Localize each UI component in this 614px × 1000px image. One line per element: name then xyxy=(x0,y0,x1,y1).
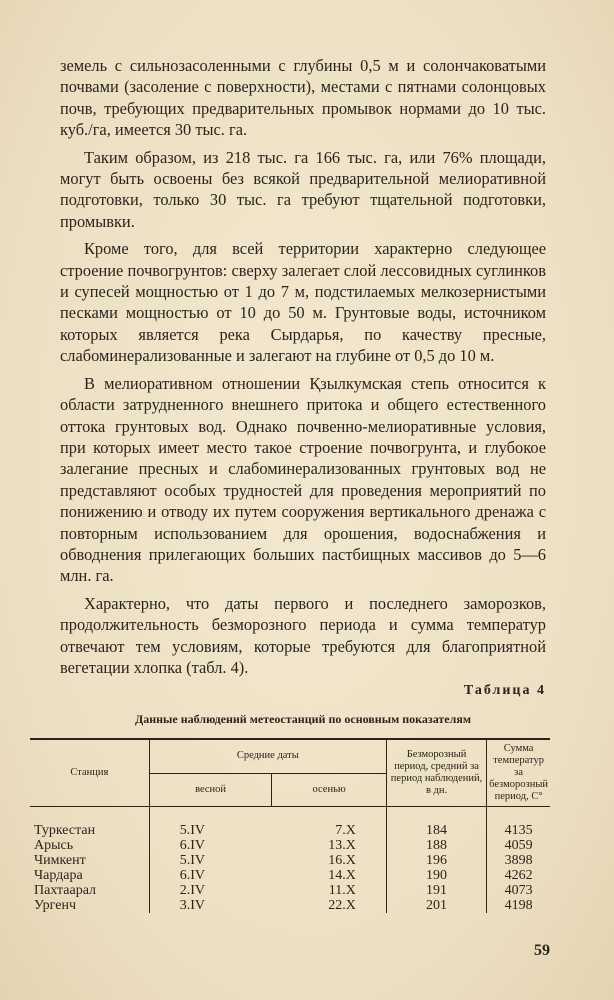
cell-station: Чимкент xyxy=(34,853,86,868)
header-spring: весной xyxy=(149,773,272,806)
cell-frostfree: 191 xyxy=(386,883,486,898)
paragraph: земель с сильнозасоленными с глубины 0,5 м и солончаковатыми почвами (засоление с поверхности), местами с пятнами солонцовых почв, требующих предварительных промывок нормами до 10 тыс. куб./га, имеется 30 тыс. га. xyxy=(60,56,546,140)
cell-frostfree: 184 xyxy=(386,807,486,839)
cell-temp-sum: 4059 xyxy=(487,838,550,853)
header-station: Станция xyxy=(30,739,149,807)
cell-autumn: 16.X xyxy=(328,853,356,868)
cell-temp-sum: 4198 xyxy=(487,898,550,913)
cell-frostfree: 190 xyxy=(386,868,486,883)
cell-autumn: 11.X xyxy=(328,883,356,898)
cell-frostfree: 188 xyxy=(386,838,486,853)
cell-spring: 5.IV xyxy=(149,853,272,868)
cell-spring: 5.IV xyxy=(149,807,272,839)
cell-temp-sum: 4073 xyxy=(487,883,550,898)
cell-temp-sum: 4135 xyxy=(487,807,550,839)
cell-spring: 3.IV xyxy=(149,898,272,913)
table-row xyxy=(30,868,550,883)
header-frostfree: Безморозный период, средний за период наблюдений, в дн. xyxy=(386,739,486,807)
page-number: 59 xyxy=(534,942,550,959)
cell-frostfree: 201 xyxy=(386,898,486,913)
cell-station: Чардара xyxy=(34,868,83,883)
table-number: Таблица 4 xyxy=(463,683,546,698)
header-avg-dates: Средние даты xyxy=(149,739,386,773)
cell-spring: 2.IV xyxy=(149,883,272,898)
cell-autumn: 14.X xyxy=(328,868,356,883)
table-row xyxy=(30,807,550,839)
cell-autumn: 7.X xyxy=(335,823,356,838)
cell-station: Арысь xyxy=(34,838,74,853)
paragraph: Кроме того, для всей территории характерно следующее строение почвогрунтов: сверху залегает слой лессовидных суглинков и супесей мощностью от 1 до 7 м, подстилаемых мелкозернистыми песками мощностью от 10 до 50 м. Грунтовые воды, источником которых является река Сырдарья, по качеству пресные, слабоминерализованные и залегают на глубине от 0,5 до 10 м. xyxy=(60,239,546,366)
paragraph: Характерно, что даты первого и последнего заморозков, продолжительность безморозного периода и сумма температур отвечают тем условиям, которые требуются для благоприятной вегетации хлопка (табл. 4). xyxy=(60,593,546,677)
cell-autumn: 22.X xyxy=(328,898,356,913)
cell-spring: 6.IV xyxy=(149,868,272,883)
cell-temp-sum: 3898 xyxy=(487,853,550,868)
cell-station: Ургенч xyxy=(34,898,76,913)
meteo-table xyxy=(30,738,550,913)
cell-autumn: 13.X xyxy=(328,838,356,853)
paragraph: Таким образом, из 218 тыс. га 166 тыс. га, или 76% площади, могут быть освоены без всякой предварительной мелиоративной подготовки, только 30 тыс. га требуют тщательной подготовки, промывки. xyxy=(60,147,546,231)
cell-frostfree: 196 xyxy=(386,853,486,868)
body-text xyxy=(60,55,546,684)
table-row xyxy=(30,898,550,913)
table-row xyxy=(30,883,550,898)
table-title: Данные наблюдений метеостанций по основным показателям xyxy=(134,712,472,726)
cell-spring: 6.IV xyxy=(149,838,272,853)
table-row xyxy=(30,853,550,868)
cell-station: Пахтаарал xyxy=(34,883,97,898)
cell-station: Туркестан xyxy=(34,823,96,838)
header-autumn: осенью xyxy=(272,773,387,806)
table-row xyxy=(30,838,550,853)
header-temp-sum: Сумма температур за безморозный период, С° xyxy=(487,739,550,807)
cell-temp-sum: 4262 xyxy=(487,868,550,883)
paragraph: В мелиоративном отношении Қзылкумская степь относится к области затрудненного внешнего притока и общего естественного оттока грунтовых вод. Однако почвенно-мелиоративные условия, при которых имеет место такое строение почвогрунта, и глубокое залегание пресных и слабоминерализованных грунтовых вод не представляют особых трудностей для проведения мероприятий по понижению и отводу их путем сооружения вертикального дренажа с повторным использованием для орошения, водоснабжения и обводнения прилегающих больших пастбищных массивов до 5—6 млн. га. xyxy=(60,373,546,586)
